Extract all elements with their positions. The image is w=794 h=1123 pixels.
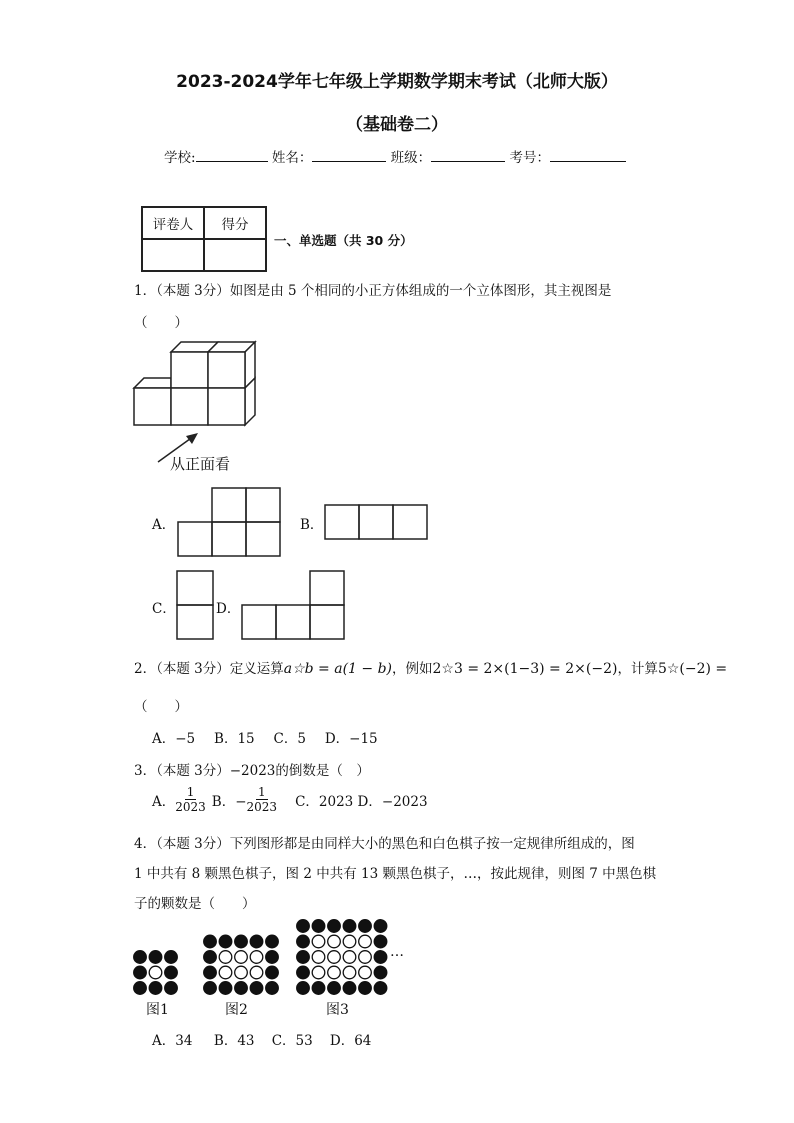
black-piece <box>204 935 217 948</box>
white-piece <box>328 966 341 979</box>
white-piece <box>149 966 162 979</box>
black-piece <box>374 951 387 964</box>
black-piece <box>297 935 310 948</box>
q3-options <box>152 785 428 814</box>
q2-compute: 5☆(−2) = <box>657 661 728 677</box>
q2-compute-prefix: ，计算 <box>617 661 658 677</box>
black-piece <box>149 951 162 964</box>
black-piece <box>219 982 232 995</box>
page-subtitle: （基础卷二） <box>346 115 448 135</box>
info-fields <box>164 146 626 166</box>
q4-stem-line3: 子的颗数是（ ） <box>134 896 256 912</box>
q1-option-c-figure[interactable] <box>175 569 215 641</box>
grader-header: 评卷人 <box>142 207 204 239</box>
q4-figure-label-2: 图2 <box>225 1002 248 1018</box>
black-piece <box>374 935 387 948</box>
q4-option-d[interactable]: D．64 <box>329 1033 372 1049</box>
score-table <box>141 206 267 272</box>
q2-definition: a☆b = a(1 − b) <box>283 661 392 677</box>
q4-option-a[interactable]: A．34 <box>152 1033 193 1049</box>
black-piece <box>134 982 147 995</box>
black-piece <box>204 966 217 979</box>
black-piece <box>266 951 279 964</box>
q1-stem: 1．（本题 3分）如图是由 5 个相同的小正方体组成的一个立体图形，其主视图是 <box>134 283 612 299</box>
black-piece <box>374 982 387 995</box>
black-piece <box>266 982 279 995</box>
black-piece <box>328 920 341 933</box>
q3-b-numerator: 1 <box>257 785 266 799</box>
q1-paren: （ ） <box>134 315 188 331</box>
white-piece <box>359 966 372 979</box>
q3-option-b-label[interactable]: B．− <box>211 793 247 810</box>
q2-example: 2☆3 = 2×(1−3) = 2×(−2) <box>432 661 618 677</box>
white-piece <box>328 935 341 948</box>
white-piece <box>250 951 263 964</box>
q4-ellipsis: … <box>390 944 404 960</box>
q2-paren: （ ） <box>134 699 188 715</box>
q2-option-d[interactable]: D．−15 <box>324 731 378 747</box>
q1-option-a-figure[interactable] <box>176 486 284 558</box>
black-piece <box>266 935 279 948</box>
name-label: 姓名： <box>271 150 313 166</box>
section-title: 一、单选题（共 30 分） <box>274 233 413 248</box>
white-piece <box>343 935 356 948</box>
q3-a-numerator: 1 <box>186 785 195 799</box>
name-blank[interactable] <box>312 147 386 162</box>
black-piece <box>343 982 356 995</box>
white-piece <box>219 966 232 979</box>
q1-option-d-label: D． <box>216 601 241 617</box>
black-piece <box>312 920 325 933</box>
black-piece <box>374 966 387 979</box>
q2-options <box>152 727 378 747</box>
white-piece <box>343 966 356 979</box>
q1-option-a-label: A． <box>152 517 176 533</box>
black-piece <box>297 966 310 979</box>
school-blank[interactable] <box>196 147 268 162</box>
grader-cell[interactable] <box>142 239 204 271</box>
black-piece <box>204 982 217 995</box>
school-label: 学校: <box>164 150 196 166</box>
score-cell[interactable] <box>204 239 266 271</box>
black-piece <box>250 935 263 948</box>
q2-example-prefix: ，例如 <box>392 661 433 677</box>
black-piece <box>328 982 341 995</box>
q1-option-b-figure[interactable] <box>323 503 431 541</box>
q2-stem <box>134 657 727 677</box>
q2-stem-prefix: 2．（本题 3分）定义运算 <box>134 661 284 677</box>
black-piece <box>359 982 372 995</box>
black-piece <box>134 951 147 964</box>
white-piece <box>328 951 341 964</box>
q3-option-a-label[interactable]: A． <box>152 793 176 810</box>
q1-figure-caption: 从正面看 <box>170 455 231 473</box>
q3-stem: 3．（本题 3分）−2023的倒数是（ ） <box>134 763 370 779</box>
black-piece <box>134 966 147 979</box>
q4-figure-label-3: 图3 <box>326 1002 349 1018</box>
black-piece <box>235 935 248 948</box>
q3-a-denominator: 2023 <box>175 800 206 814</box>
black-piece <box>219 935 232 948</box>
q3-option-b-fraction[interactable] <box>247 785 278 814</box>
q3-option-a-fraction[interactable] <box>175 785 206 814</box>
black-piece <box>266 966 279 979</box>
black-piece <box>165 982 178 995</box>
black-piece <box>374 920 387 933</box>
q1-option-c-label: C． <box>152 601 176 617</box>
q4-option-c[interactable]: C．53 <box>271 1033 313 1049</box>
white-piece <box>250 966 263 979</box>
exam-number-blank[interactable] <box>550 147 626 162</box>
white-piece <box>235 951 248 964</box>
q4-stem-line2: 1 中共有 8 颗黑色棋子，图 2 中共有 13 颗黑色棋子，…，按此规律，则图 7 中黑色棋 <box>134 866 657 882</box>
class-label: 班级： <box>390 150 432 166</box>
q4-options <box>152 1029 371 1049</box>
white-piece <box>219 951 232 964</box>
black-piece <box>312 982 325 995</box>
page-title: 2023-2024学年七年级上学期数学期末考试（北师大版） <box>176 72 618 92</box>
white-piece <box>343 951 356 964</box>
q1-option-b-label: B． <box>300 517 324 533</box>
q1-option-d-figure[interactable] <box>240 569 348 641</box>
q3-b-denominator: 2023 <box>246 800 278 814</box>
black-piece <box>343 920 356 933</box>
score-header: 得分 <box>204 207 266 239</box>
q1-solid-figure <box>128 338 268 468</box>
black-piece <box>297 951 310 964</box>
white-piece <box>312 966 325 979</box>
q4-figure-label-1: 图1 <box>146 1002 169 1018</box>
q4-option-b[interactable]: B．43 <box>213 1033 255 1049</box>
black-piece <box>359 920 372 933</box>
white-piece <box>312 935 325 948</box>
black-piece <box>250 982 263 995</box>
exam-number-label: 考号： <box>509 150 550 166</box>
black-piece <box>235 982 248 995</box>
white-piece <box>235 966 248 979</box>
black-piece <box>297 920 310 933</box>
black-piece <box>165 966 178 979</box>
q3-options-cd[interactable]: C．2023 D．−2023 <box>295 793 428 810</box>
black-piece <box>165 951 178 964</box>
black-piece <box>149 982 162 995</box>
black-piece <box>204 951 217 964</box>
white-piece <box>312 951 325 964</box>
q4-stem-line1: 4．（本题 3分）下列图形都是由同样大小的黑色和白色棋子按一定规律所组成的，图 <box>134 836 635 852</box>
q2-option-a[interactable]: A．−5 <box>152 731 196 747</box>
white-piece <box>359 951 372 964</box>
class-blank[interactable] <box>431 147 505 162</box>
white-piece <box>359 935 372 948</box>
q2-option-c[interactable]: C．5 <box>273 731 306 747</box>
q4-pattern-figures <box>128 916 418 998</box>
q2-option-b[interactable]: B．15 <box>214 731 255 747</box>
black-piece <box>297 982 310 995</box>
